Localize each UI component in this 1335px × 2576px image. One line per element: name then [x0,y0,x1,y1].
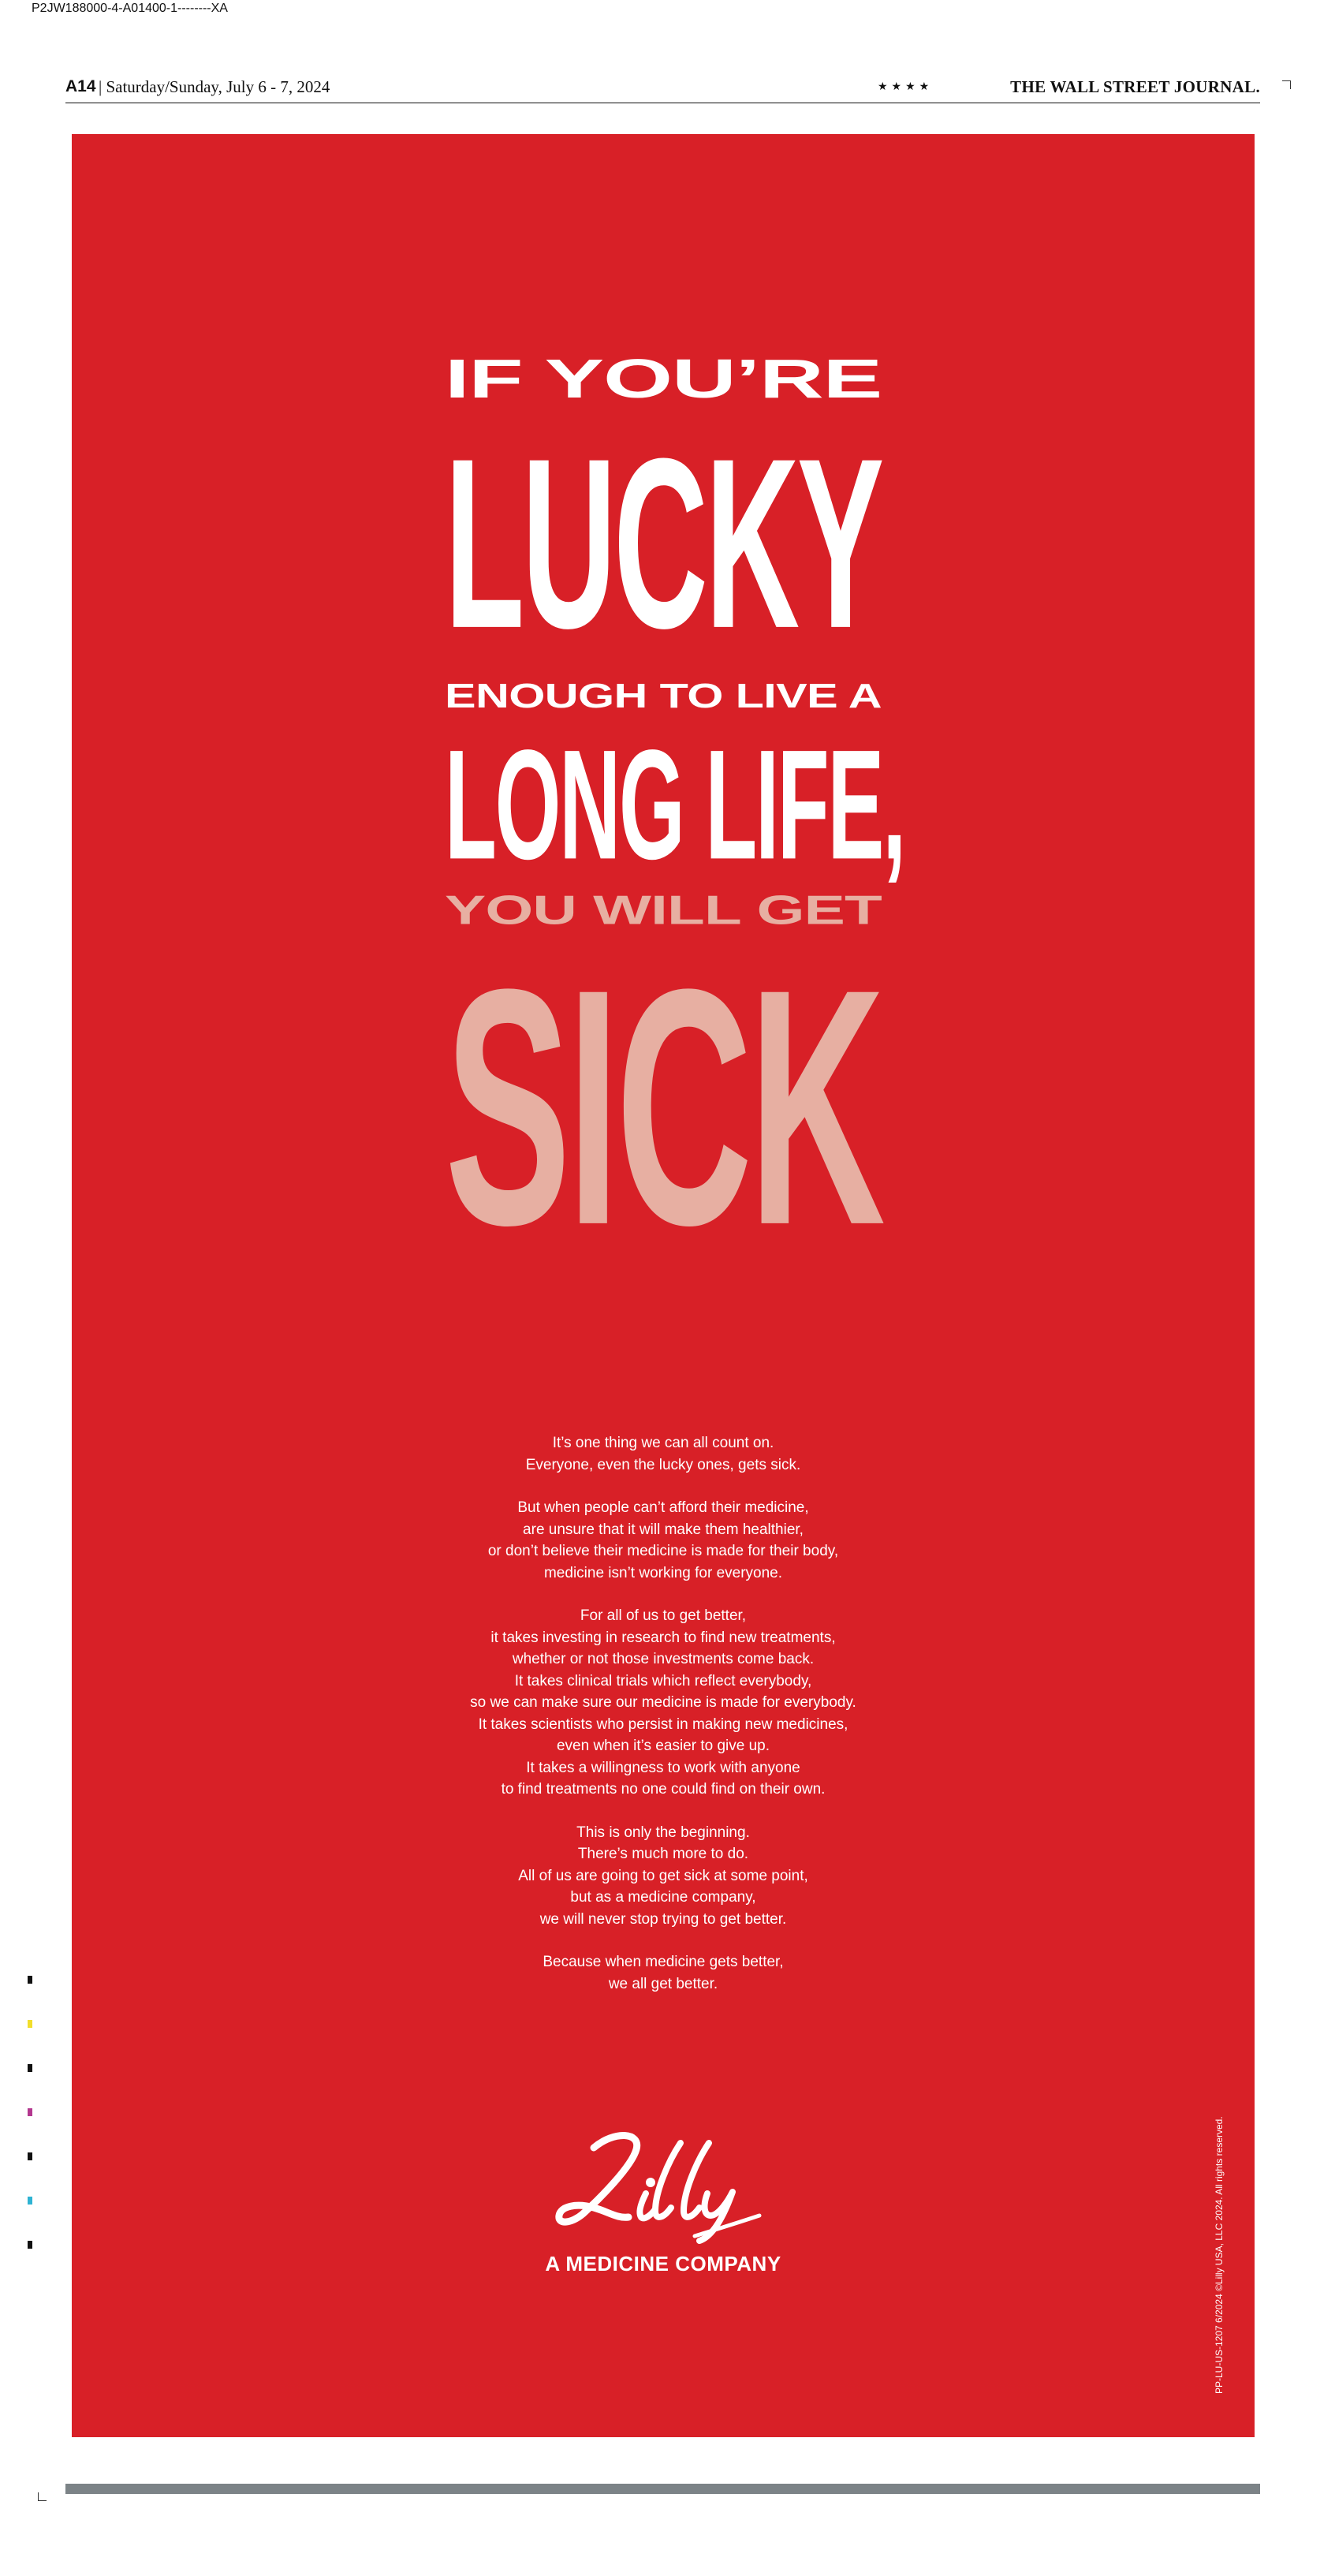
crop-mark-top-right [1282,80,1291,89]
body-line: but as a medicine company, [570,1889,756,1906]
legal-notice: PP-LU-US-1207 6/2024 ©Lilly USA, LLC 2024. All rights reserved. [1214,2116,1225,2394]
headline-line-you-will-get: YOU WILL GET [445,887,882,934]
registration-mark-black [28,2152,32,2160]
registration-mark-yellow [28,2020,32,2028]
edition-stars: ★★★★ [878,81,934,93]
body-line: It takes scientists who persist in making new medicines, [478,1715,848,1733]
brand-tagline: A MEDICINE COMPANY [545,2252,781,2275]
body-paragraph [308,1432,1018,1476]
headline [72,134,1255,1317]
lilly-logo [553,2126,774,2244]
body-paragraph [308,1497,1018,1584]
body-line: It takes a willingness to work with anyone [526,1759,800,1776]
body-line: All of us are going to get sick at some point, [518,1867,808,1884]
body-line: are unsure that it will make them healthier, [523,1521,804,1538]
advertisement [72,134,1255,2437]
body-line: even when it’s easier to give up. [556,1738,770,1754]
body-line: It’s one thing we can all count on. [552,1435,774,1451]
newspaper-header [65,76,1260,103]
body-copy [308,1432,1018,2016]
body-paragraph [308,1951,1018,1995]
registration-mark-black [28,2064,32,2072]
body-line: But when people can’t afford their medicine, [517,1499,809,1516]
registration-mark-cyan [28,2197,32,2205]
body-line: It takes clinical trials which reflect everybody, [514,1672,812,1689]
body-paragraph [308,1605,1018,1801]
print-slug: P2JW188000-4-A01400-1--------XA [32,2,228,15]
body-line: whether or not those investments come back. [512,1651,815,1667]
body-line: This is only the beginning. [576,1824,750,1841]
headline-line-enough: ENOUGH TO LIVE A [445,676,882,715]
body-line: medicine isn’t working for everyone. [543,1564,783,1581]
registration-mark-black [28,1976,32,1984]
body-paragraph [308,1822,1018,1931]
registration-mark-magenta [28,2108,32,2116]
masthead: THE WALL STREET JOURNAL. [1010,77,1260,96]
registration-mark-black [28,2241,32,2249]
body-line: or don’t believe their medicine is made for their body, [487,1543,839,1559]
body-line: we all get better. [608,1975,718,1992]
crop-mark-bottom-left [38,2492,47,2501]
body-line: so we can make sure our medicine is made for everybody. [470,1694,856,1711]
body-line: it takes investing in research to find new treatments, [490,1629,836,1646]
body-line: Because when medicine gets better, [543,1954,784,1970]
page-number: A14 [65,77,96,95]
body-line: There’s much more to do. [577,1846,749,1862]
headline-line-if-youre: IF YOU’RE [445,347,882,410]
footer-bar [65,2484,1260,2494]
date-line: | Saturday/Sunday, July 6 - 7, 2024 [99,77,330,96]
body-line: to find treatments no one could find on their own. [501,1781,826,1798]
body-line: Everyone, even the lucky ones, gets sick. [525,1456,801,1473]
headline-line-lucky: LUCKY [445,409,882,681]
headline-line-long-life: LONG LIFE, [445,718,904,893]
body-line: For all of us to get better, [580,1607,747,1624]
body-line: we will never stop trying to get better. [539,1910,787,1928]
headline-line-sick: SICK [445,920,882,1297]
